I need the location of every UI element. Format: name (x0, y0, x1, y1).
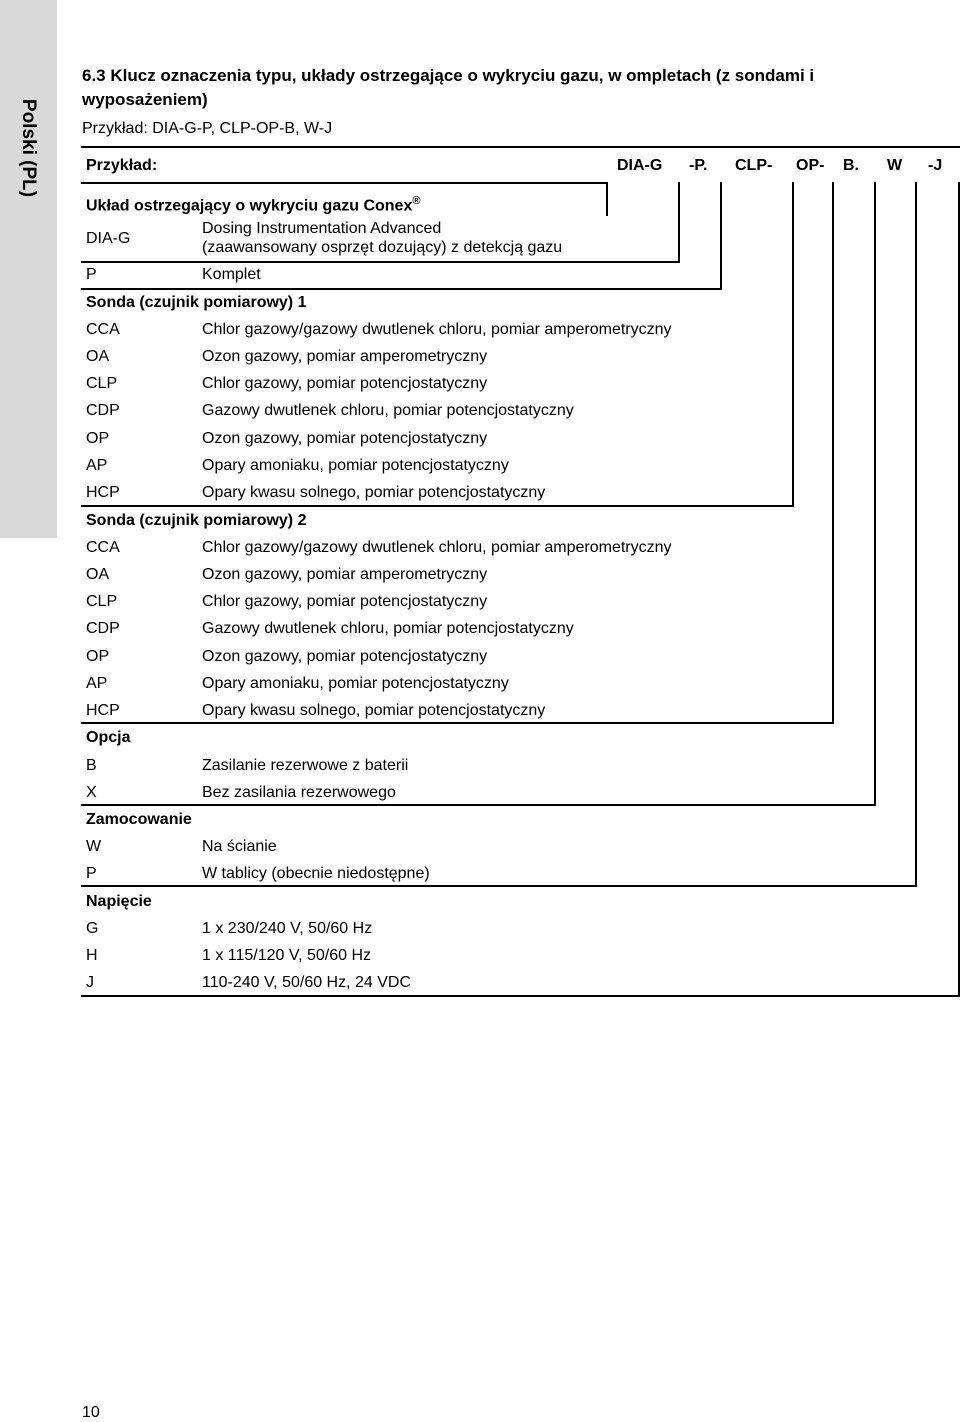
sensor2-desc: Opary kwasu solnego, pomiar potencjostatyczny (202, 702, 546, 719)
sensor2-code: AP (86, 675, 108, 692)
option-desc: Bez zasilania rezerwowego (202, 784, 396, 801)
voltage-desc: 1 x 115/120 V, 50/60 Hz (202, 947, 372, 964)
sensor2-code: CCA (86, 539, 120, 556)
header-top-rule (81, 146, 960, 148)
mounting-code: P (86, 865, 97, 882)
rule-system (81, 182, 607, 184)
sensor2-desc: Ozon gazowy, pomiar potencjostatyczny (202, 648, 488, 665)
rule-sensor1 (81, 505, 794, 507)
sensor1-code: HCP (86, 484, 120, 501)
bracket-mounting-vertical (915, 182, 917, 887)
voltage-desc: 1 x 230/240 V, 50/60 Hz (202, 920, 373, 937)
dia-g-code: DIA-G (86, 230, 131, 247)
page-number: 10 (82, 1404, 100, 1421)
code-part-sensor1: CLP- (735, 157, 773, 174)
bracket-dia-g-vertical-a (606, 182, 608, 216)
sensor1-title: Sonda (czujnik pomiarowy) 1 (86, 294, 307, 311)
p-desc: Komplet (202, 266, 261, 283)
code-part-dia-g: DIA-G (617, 157, 663, 174)
rule-mounting (81, 885, 917, 887)
rule-p (81, 288, 722, 290)
sensor1-desc: Chlor gazowy, pomiar potencjostatyczny (202, 375, 488, 392)
bracket-dia-g-vertical (678, 182, 680, 263)
option-title: Opcja (86, 729, 131, 746)
code-part-voltage: -J (928, 157, 943, 174)
mounting-code: W (86, 838, 102, 855)
dia-g-desc-line2: (zaawansowany osprzęt dozujący) z detekcją gazu (202, 239, 563, 256)
system-title: Układ ostrzegający o wykryciu gazu Conex® (86, 195, 421, 215)
sensor1-desc: Ozon gazowy, pomiar potencjostatyczny (202, 430, 488, 447)
rule-dia-g (81, 261, 680, 263)
mounting-desc: Na ścianie (202, 838, 277, 855)
sensor2-code: CLP (86, 593, 118, 610)
example-code-line: Przykład: DIA-G-P, CLP-OP-B, W-J (82, 120, 333, 137)
section-title: 6.3 Klucz oznaczenia typu, układy ostrzegające o wykryciu gazu, w ompletach (z sondami i wyposażeniem) (82, 66, 815, 109)
mounting-title: Zamocowanie (86, 811, 192, 828)
sensor1-code: AP (86, 457, 108, 474)
sensor1-code: OA (86, 348, 110, 365)
bracket-sensor2-vertical (832, 182, 834, 724)
option-code: X (86, 784, 97, 801)
voltage-title: Napięcie (86, 893, 152, 910)
sensor2-desc: Gazowy dwutlenek chloru, pomiar potencjostatyczny (202, 620, 574, 637)
sensor1-code: CLP (86, 375, 118, 392)
code-part-p: -P. (689, 157, 708, 174)
sensor2-desc: Chlor gazowy/gazowy dwutlenek chloru, pomiar amperometryczny (202, 539, 672, 556)
dia-g-desc-line1: Dosing Instrumentation Advanced (202, 220, 442, 237)
mounting-desc: W tablicy (obecnie niedostępne) (202, 865, 430, 882)
option-code: B (86, 757, 97, 774)
code-part-sensor2: OP- (796, 157, 825, 174)
voltage-code: J (86, 974, 94, 991)
rule-option (81, 804, 876, 806)
bracket-sensor1-vertical (792, 182, 794, 507)
example-label: Przykład: (86, 157, 158, 174)
language-side-tab (0, 0, 57, 538)
registered-mark: ® (412, 195, 421, 207)
sensor2-code: OA (86, 566, 110, 583)
bracket-p-vertical (720, 182, 722, 290)
p-code: P (86, 266, 97, 283)
rule-voltage (81, 995, 960, 997)
sensor2-desc: Ozon gazowy, pomiar amperometryczny (202, 566, 488, 583)
sensor1-desc: Ozon gazowy, pomiar amperometryczny (202, 348, 488, 365)
sensor2-code: HCP (86, 702, 120, 719)
sensor2-code: CDP (86, 620, 120, 637)
language-label: Polski (PL) (18, 98, 39, 198)
voltage-desc: 110-240 V, 50/60 Hz, 24 VDC (202, 974, 412, 991)
voltage-code: H (86, 947, 98, 964)
option-desc: Zasilanie rezerwowe z baterii (202, 757, 409, 774)
sensor2-desc: Opary amoniaku, pomiar potencjostatyczny (202, 675, 509, 692)
sensor1-code: CDP (86, 402, 120, 419)
sensor1-desc: Opary amoniaku, pomiar potencjostatyczny (202, 457, 509, 474)
code-part-mounting: W (887, 157, 903, 174)
sensor1-code: CCA (86, 321, 120, 338)
sensor2-code: OP (86, 648, 110, 665)
voltage-code: G (86, 920, 99, 937)
sensor1-code: OP (86, 430, 110, 447)
sensor2-desc: Chlor gazowy, pomiar potencjostatyczny (202, 593, 488, 610)
code-part-option: B. (843, 157, 859, 174)
sensor2-title: Sonda (czujnik pomiarowy) 2 (86, 512, 307, 529)
sensor1-desc: Chlor gazowy/gazowy dwutlenek chloru, pomiar amperometryczny (202, 321, 672, 338)
bracket-option-vertical (874, 182, 876, 806)
sensor1-desc: Gazowy dwutlenek chloru, pomiar potencjostatyczny (202, 402, 574, 419)
sensor1-desc: Opary kwasu solnego, pomiar potencjostatyczny (202, 484, 546, 501)
rule-sensor2 (81, 722, 834, 724)
